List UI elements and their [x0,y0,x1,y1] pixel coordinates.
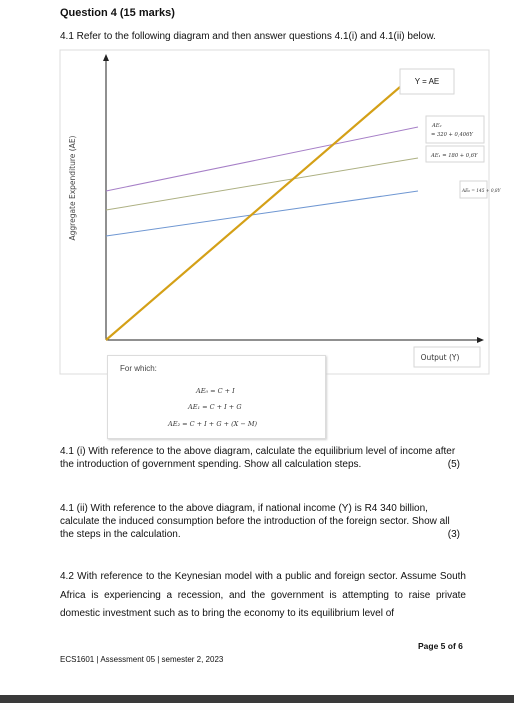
question-4-1-ii [60,502,466,541]
ae1-equation: AE₁ = 180 + 0,6Y [431,153,478,159]
y-equals-ae-label: Y = AE [414,77,440,86]
footer: ECS1601 | Assessment 05 | semester 2, 2023 [60,655,224,664]
bottom-bar [0,695,514,703]
question-4-1-i-text: 4.1 (i) With reference to the above diagram, calculate the equilibrium level of income after the introduction of government spending. Show all calculation steps. [60,446,456,470]
ae2-equation: = 320 + 0,406Y [431,132,473,138]
page-number: Page 5 of 6 [418,641,463,651]
ae0-equation: AE₀ = 145 + 0,8Y [462,189,501,194]
y-axis-label: Aggregate Expenditure (AE) [68,135,77,241]
formula-heading: For which: [120,364,157,373]
formula-ae0: AE₀ = C + I [196,387,235,395]
x-axis-label: Output (Y) [420,353,460,362]
question-4-1-i [60,445,466,471]
formula-ae1: AE₁ = C + I + G [188,403,242,411]
formula-ae2: AE₂ = C + I + G + (X − M) [168,420,258,428]
question-4-2 [60,568,466,624]
question-4-2-text: 4.2 With reference to the Keynesian model with a public and foreign sector. Assume South Africa is experiencing a recession, and the government is attempting to raise private domestic investment such as to bring the economy to its equilibrium level of [60,571,466,619]
question-intro: 4.1 Refer to the following diagram and then answer questions 4.1(i) and 4.1(ii) below. [60,31,436,42]
ae2-label-box [426,116,484,143]
question-title: Question 4 (15 marks) [60,7,175,19]
keynesian-cross-diagram [60,50,501,375]
question-4-1-ii-text: 4.1 (ii) With reference to the above diagram, if national income (Y) is R4 340 billion, calculate the induced consumption before the introduction of the foreign sector. Show all the steps in the calculation. [60,503,450,540]
ae2-label: AE₂ [432,123,442,129]
question-4-1-ii-marks: (3) [447,529,460,540]
formula-box [107,355,326,439]
question-4-1-i-marks: (5) [447,459,460,470]
